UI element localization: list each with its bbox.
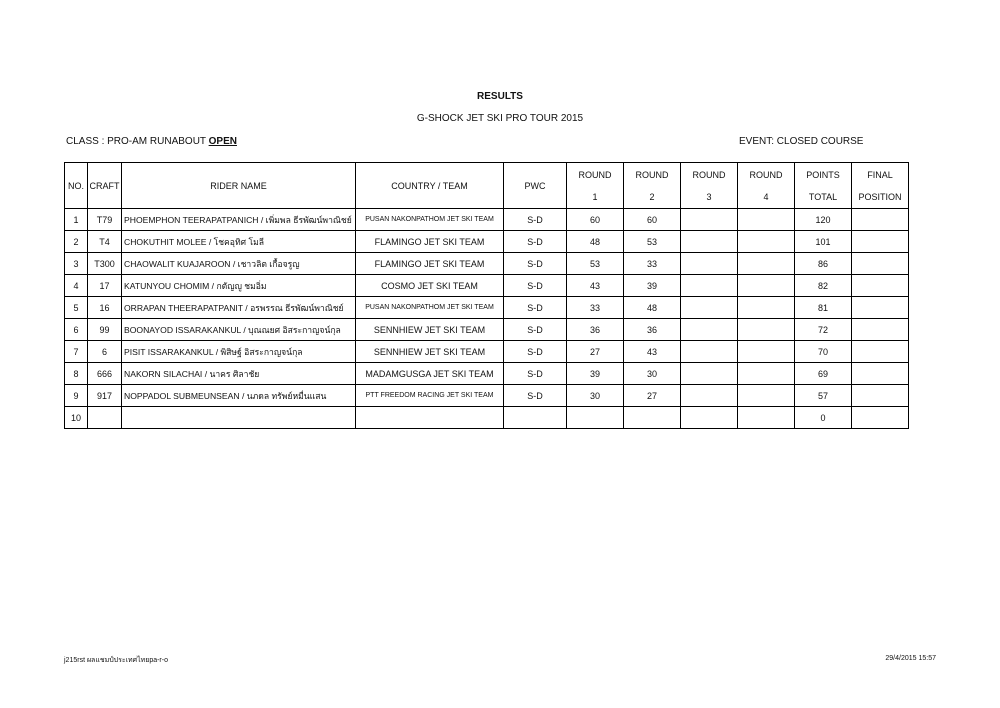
cell-total: 0 [795, 407, 852, 429]
header-round-label: ROUND [692, 169, 726, 180]
cell-team: FLAMINGO JET SKI TEAM [356, 231, 504, 253]
cell-team: PTT FREEDOM RACING JET SKI TEAM [356, 385, 504, 407]
header-points-label: POINTS [806, 169, 840, 180]
cell-pwc: S-D [504, 253, 567, 275]
cell-round-2: 53 [624, 231, 681, 253]
cell-final [852, 341, 909, 363]
cell-pwc: S-D [504, 363, 567, 385]
table-row [65, 363, 909, 385]
cell-round-4 [738, 341, 795, 363]
cell-no: 6 [65, 319, 88, 341]
cell-round-2: 30 [624, 363, 681, 385]
header-round-number: 3 [706, 191, 712, 202]
cell-round-3 [681, 231, 738, 253]
cell-team: SENNHIEW JET SKI TEAM [356, 341, 504, 363]
cell-round-4 [738, 275, 795, 297]
cell-round-4 [738, 385, 795, 407]
cell-final [852, 297, 909, 319]
cell-round-2: 27 [624, 385, 681, 407]
cell-craft: 16 [88, 297, 122, 319]
class-info [66, 136, 237, 147]
cell-round-3 [681, 209, 738, 231]
header-row [65, 163, 909, 209]
table-row [65, 407, 909, 429]
cell-no: 9 [65, 385, 88, 407]
cell-round-1: 30 [567, 385, 624, 407]
cell-total: 72 [795, 319, 852, 341]
page-title: RESULTS [477, 91, 523, 102]
header-round-1 [567, 163, 624, 209]
cell-round-1 [567, 407, 624, 429]
cell-final [852, 209, 909, 231]
cell-round-3 [681, 275, 738, 297]
cell-total: 101 [795, 231, 852, 253]
cell-pwc: S-D [504, 341, 567, 363]
cell-round-4 [738, 209, 795, 231]
cell-team [356, 407, 504, 429]
cell-total: 86 [795, 253, 852, 275]
cell-round-4 [738, 297, 795, 319]
header-craft: CRAFT [88, 163, 122, 209]
cell-final [852, 275, 909, 297]
cell-round-1: 48 [567, 231, 624, 253]
cell-pwc: S-D [504, 231, 567, 253]
table-row [65, 341, 909, 363]
cell-team: PUSAN NAKONPATHOM JET SKI TEAM [356, 297, 504, 319]
cell-pwc: S-D [504, 209, 567, 231]
cell-final [852, 363, 909, 385]
header-position-label: POSITION [858, 191, 902, 202]
table-row [65, 253, 909, 275]
footer-filename: j215rst ผลแชมป์ประเทศไทยpa-r-o [64, 657, 168, 664]
cell-no: 8 [65, 363, 88, 385]
header-round-label: ROUND [578, 169, 612, 180]
header-round-3 [681, 163, 738, 209]
cell-craft: 17 [88, 275, 122, 297]
cell-rider: ORRAPAN THEERAPATPANIT / อรพรรณ ธีรพัฒน์พาณิชย์ [122, 297, 356, 319]
cell-round-3 [681, 297, 738, 319]
header-round-number: 1 [592, 191, 598, 202]
cell-rider [122, 407, 356, 429]
cell-round-1: 27 [567, 341, 624, 363]
cell-no: 7 [65, 341, 88, 363]
cell-total: 69 [795, 363, 852, 385]
cell-craft: 917 [88, 385, 122, 407]
header-round-4 [738, 163, 795, 209]
cell-round-1: 33 [567, 297, 624, 319]
cell-final [852, 319, 909, 341]
cell-round-1: 53 [567, 253, 624, 275]
cell-round-1: 60 [567, 209, 624, 231]
cell-round-4 [738, 253, 795, 275]
cell-rider: CHOKUTHIT MOLEE / โชคอุทิศ โมลี [122, 231, 356, 253]
class-label: CLASS : PRO-AM RUNABOUT [66, 136, 209, 147]
table-row [65, 297, 909, 319]
cell-round-2: 60 [624, 209, 681, 231]
cell-rider: PISIT ISSARAKANKUL / พิสิษฐ์ อิสระกาญจน์กุล [122, 341, 356, 363]
table-row [65, 319, 909, 341]
header-round-2 [624, 163, 681, 209]
cell-round-1: 39 [567, 363, 624, 385]
header-round-label: ROUND [635, 169, 669, 180]
header-round-number: 2 [649, 191, 655, 202]
cell-rider: KATUNYOU CHOMIM / กตัญญู ชมอิ่ม [122, 275, 356, 297]
cell-final [852, 231, 909, 253]
table-row [65, 275, 909, 297]
header-final-label: FINAL [867, 169, 893, 180]
cell-no: 4 [65, 275, 88, 297]
table-row [65, 209, 909, 231]
cell-pwc: S-D [504, 275, 567, 297]
cell-craft: T79 [88, 209, 122, 231]
cell-craft: T300 [88, 253, 122, 275]
cell-round-3 [681, 341, 738, 363]
header-total-label: TOTAL [808, 191, 838, 202]
page-subtitle: G-SHOCK JET SKI PRO TOUR 2015 [416, 113, 584, 124]
cell-no: 10 [65, 407, 88, 429]
cell-team: FLAMINGO JET SKI TEAM [356, 253, 504, 275]
cell-no: 5 [65, 297, 88, 319]
cell-round-2: 39 [624, 275, 681, 297]
header-round-number: 4 [763, 191, 769, 202]
cell-round-3 [681, 363, 738, 385]
cell-final [852, 385, 909, 407]
cell-total: 70 [795, 341, 852, 363]
cell-no: 2 [65, 231, 88, 253]
cell-round-4 [738, 231, 795, 253]
cell-craft: T4 [88, 231, 122, 253]
cell-round-2: 36 [624, 319, 681, 341]
cell-round-1: 36 [567, 319, 624, 341]
cell-round-3 [681, 385, 738, 407]
class-open-label: OPEN [208, 136, 237, 147]
header-round-label: ROUND [749, 169, 783, 180]
cell-round-2: 48 [624, 297, 681, 319]
header-points-total [795, 163, 852, 209]
cell-pwc: S-D [504, 385, 567, 407]
cell-round-2: 33 [624, 253, 681, 275]
cell-team: MADAMGUSGA JET SKI TEAM [356, 363, 504, 385]
table-row [65, 385, 909, 407]
cell-final [852, 407, 909, 429]
results-table [64, 162, 909, 429]
cell-round-1: 43 [567, 275, 624, 297]
cell-total: 120 [795, 209, 852, 231]
header-pwc: PWC [504, 163, 567, 209]
cell-no: 3 [65, 253, 88, 275]
cell-final [852, 253, 909, 275]
cell-no: 1 [65, 209, 88, 231]
cell-rider: NAKORN SILACHAI / นาคร ศิลาชัย [122, 363, 356, 385]
cell-craft [88, 407, 122, 429]
footer-timestamp: 29/4/2015 15:57 [885, 655, 936, 662]
cell-rider: NOPPADOL SUBMEUNSEAN / นภดล ทรัพย์หมื่นแสน [122, 385, 356, 407]
cell-round-2: 43 [624, 341, 681, 363]
cell-rider: PHOEMPHON TEERAPATPANICH / เพิ่มพล ธีรพัฒน์พาณิชย์ [122, 209, 356, 231]
cell-craft: 666 [88, 363, 122, 385]
cell-round-3 [681, 253, 738, 275]
cell-round-3 [681, 407, 738, 429]
table-row [65, 231, 909, 253]
header-final-position [852, 163, 909, 209]
header-team: COUNTRY / TEAM [356, 163, 504, 209]
cell-round-4 [738, 407, 795, 429]
cell-team: PUSAN NAKONPATHOM JET SKI TEAM [356, 209, 504, 231]
cell-team: SENNHIEW JET SKI TEAM [356, 319, 504, 341]
cell-rider: CHAOWALIT KUAJAROON / เชาวลิต เกื้อจรูญ [122, 253, 356, 275]
cell-total: 81 [795, 297, 852, 319]
cell-round-2 [624, 407, 681, 429]
cell-total: 82 [795, 275, 852, 297]
cell-round-3 [681, 319, 738, 341]
cell-round-4 [738, 319, 795, 341]
cell-rider: BOONAYOD ISSARAKANKUL / บุณณยศ อิสระกาญจน์กุล [122, 319, 356, 341]
cell-team: COSMO JET SKI TEAM [356, 275, 504, 297]
cell-craft: 6 [88, 341, 122, 363]
cell-pwc: S-D [504, 319, 567, 341]
cell-total: 57 [795, 385, 852, 407]
header-no: NO. [65, 163, 88, 209]
cell-craft: 99 [88, 319, 122, 341]
event-info: EVENT: CLOSED COURSE [739, 136, 864, 147]
cell-pwc: S-D [504, 297, 567, 319]
cell-pwc [504, 407, 567, 429]
cell-round-4 [738, 363, 795, 385]
header-rider: RIDER NAME [122, 163, 356, 209]
